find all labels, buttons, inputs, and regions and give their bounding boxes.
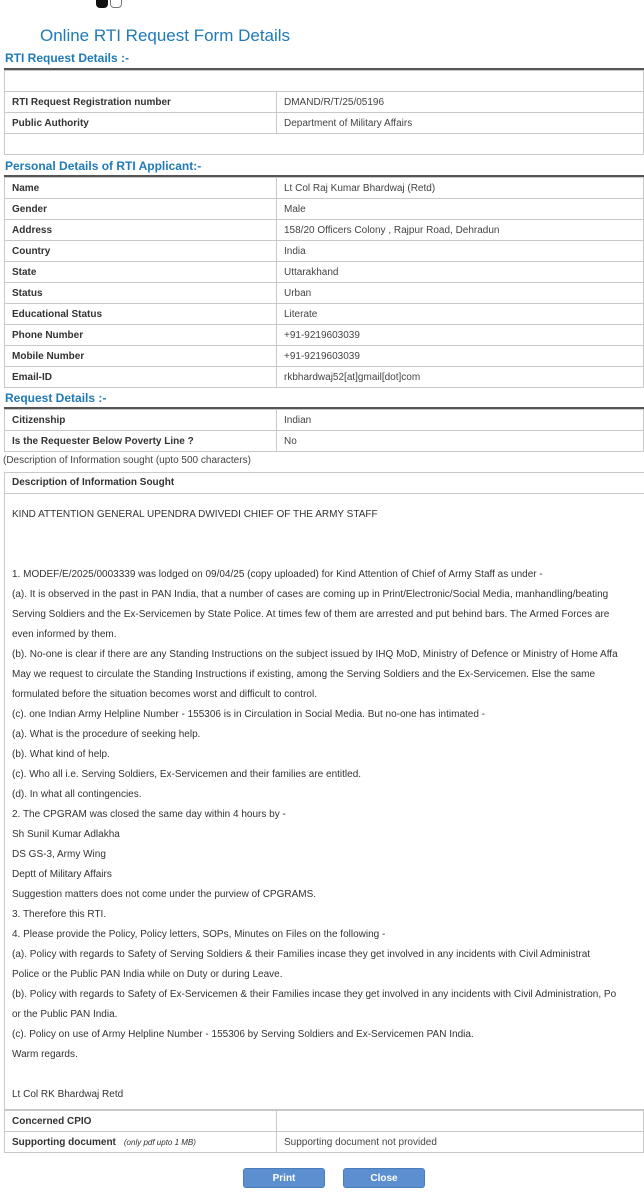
field-label: Citizenship: [5, 410, 277, 431]
table-row: [5, 241, 644, 262]
description-line: Warm regards.: [12, 1049, 78, 1060]
table-row: [5, 304, 644, 325]
description-line: Sh Sunil Kumar Adlakha: [12, 829, 120, 840]
supporting-document-label: Supporting document: [12, 1136, 116, 1148]
description-line: (a). Policy with regards to Safety of Serving Soldiers & their Families incase they get involved in any incidents with Civil Administrat: [12, 949, 591, 960]
cpio-value: [277, 1111, 644, 1132]
description-line: May we request to circulate the Standing Instructions if existing, among the Serving Soldiers and the Ex-Servicemen. Else the same: [12, 669, 596, 680]
close-button[interactable]: Close: [343, 1168, 425, 1188]
description-line: (c). Policy on use of Army Helpline Number - 155306 by Serving Soldiers and Ex-Servicemen PAN India.: [12, 1029, 474, 1040]
toggle-light[interactable]: [110, 0, 122, 8]
page-title: Online RTI Request Form Details: [40, 26, 291, 45]
description-line: Deptt of Military Affairs: [12, 869, 112, 880]
description-line: (b). No-one is clear if there are any Standing Instructions on the subject issued by IHQ MoD, Ministry of Defence or Ministry of Home Affa: [12, 649, 618, 660]
table-row: [5, 410, 644, 431]
field-label: Status: [5, 283, 277, 304]
description-length-note: (Description of Information sought (upto 500 characters): [3, 455, 251, 466]
description-text: [5, 494, 644, 1105]
field-value: Uttarakhand: [277, 262, 644, 283]
table-row: [5, 283, 644, 304]
table-row: [5, 113, 644, 134]
table-row: [5, 199, 644, 220]
table-row: [5, 92, 644, 113]
personal-details-table: [4, 177, 644, 388]
field-label: Email-ID: [5, 367, 277, 388]
description-line: formulated before the situation becomes worst and difficult to control.: [12, 689, 317, 700]
field-label: Country: [5, 241, 277, 262]
supporting-document-value: Supporting document not provided: [277, 1132, 644, 1153]
table-row: [5, 178, 644, 199]
description-line: Police or the Public PAN India while on Duty or during Leave.: [12, 969, 283, 980]
table-row: [5, 346, 644, 367]
print-button[interactable]: Print: [243, 1168, 325, 1188]
description-line: (c). one Indian Army Helpline Number - 155306 is in Circulation in Social Media. But no-one has intimated -: [12, 709, 486, 720]
description-line: DS GS-3, Army Wing: [12, 849, 106, 860]
blank-row: [5, 71, 644, 92]
personal-section-title: Personal Details of RTI Applicant:-: [5, 159, 202, 173]
table-row: [5, 220, 644, 241]
field-value: Indian: [277, 410, 644, 431]
description-line: (a). It is observed in the past in PAN India, that a number of cases are coming up in Print/Electronic/Social Media, manhandling/beating: [12, 589, 609, 600]
description-line: [12, 1065, 644, 1085]
table-row: [5, 262, 644, 283]
description-line: (c). Who all i.e. Serving Soldiers, Ex-Servicemen and their families are entitled.: [12, 769, 362, 780]
field-label: State: [5, 262, 277, 283]
field-value: Department of Military Affairs: [277, 113, 644, 134]
rti-details-table: [4, 70, 644, 155]
description-line: KIND ATTENTION GENERAL UPENDRA DWIVEDI CHIEF OF THE ARMY STAFF: [12, 509, 378, 520]
request-section-title: Request Details :-: [5, 391, 107, 405]
request-details-table: [4, 409, 644, 452]
field-value: Lt Col Raj Kumar Bhardwaj (Retd): [277, 178, 644, 199]
description-box: [4, 472, 644, 1110]
description-line: 3. Therefore this RTI.: [12, 909, 107, 920]
description-line: (d). In what all contingencies.: [12, 789, 142, 800]
table-row: [5, 431, 644, 452]
description-line: Lt Col RK Bhardwaj Retd: [12, 1089, 124, 1100]
description-heading: Description of Information Sought: [5, 473, 644, 494]
cpio-support-table: [4, 1110, 644, 1153]
field-value: No: [277, 431, 644, 452]
description-line: [12, 525, 644, 545]
field-value: +91-9219603039: [277, 346, 644, 367]
description-line: or the Public PAN India.: [12, 1009, 118, 1020]
field-value: DMAND/R/T/25/05196: [277, 92, 644, 113]
cpio-label: Concerned CPIO: [5, 1111, 277, 1132]
supporting-document-note: (only pdf upto 1 MB): [123, 1137, 196, 1147]
description-line: 1. MODEF/E/2025/0003339 was lodged on 09/04/25 (copy uploaded) for Kind Attention of Chief of Army Staff as under -: [12, 569, 543, 580]
table-row: [5, 325, 644, 346]
table-row: [5, 1132, 644, 1153]
description-line: Serving Soldiers and the Ex-Servicemen by State Police. At times few of them are arrested and put behind bars. The Armed Forces are: [12, 609, 610, 620]
description-line: even informed by them.: [12, 629, 117, 640]
field-value: rkbhardwaj52[at]gmail[dot]com: [277, 367, 644, 388]
field-label: Educational Status: [5, 304, 277, 325]
field-value: Literate: [277, 304, 644, 325]
table-row: [5, 367, 644, 388]
description-line: (b). Policy with regards to Safety of Ex-Servicemen & their Families incase they get involved in any incidents with Civil Administration, Po: [12, 989, 617, 1000]
field-value: Male: [277, 199, 644, 220]
field-label: Phone Number: [5, 325, 277, 346]
table-row: [5, 1111, 644, 1132]
field-label: RTI Request Registration number: [5, 92, 277, 113]
supporting-document-label-cell: [5, 1132, 277, 1153]
field-value: India: [277, 241, 644, 262]
field-value: 158/20 Officers Colony , Rajpur Road, Dehradun: [277, 220, 644, 241]
field-label: Mobile Number: [5, 346, 277, 367]
description-line: 4. Please provide the Policy, Policy letters, SOPs, Minutes on Files on the following -: [12, 929, 386, 940]
field-label: Is the Requester Below Poverty Line ?: [5, 431, 277, 452]
field-value: +91-9219603039: [277, 325, 644, 346]
description-line: Suggestion matters does not come under the purview of CPGRAMS.: [12, 889, 317, 900]
blank-row: [5, 134, 644, 155]
description-line: 2. The CPGRAM was closed the same day within 4 hours by -: [12, 809, 286, 820]
description-line: (b). What kind of help.: [12, 749, 110, 760]
field-value: Urban: [277, 283, 644, 304]
toggle-dark[interactable]: [96, 0, 108, 8]
description-line: (a). What is the procedure of seeking help.: [12, 729, 201, 740]
rti-section-title: RTI Request Details :-: [5, 51, 130, 65]
description-line: [12, 545, 644, 565]
top-toggle-controls: [96, 0, 122, 8]
field-label: Address: [5, 220, 277, 241]
field-label: Gender: [5, 199, 277, 220]
field-label: Public Authority: [5, 113, 277, 134]
field-label: Name: [5, 178, 277, 199]
